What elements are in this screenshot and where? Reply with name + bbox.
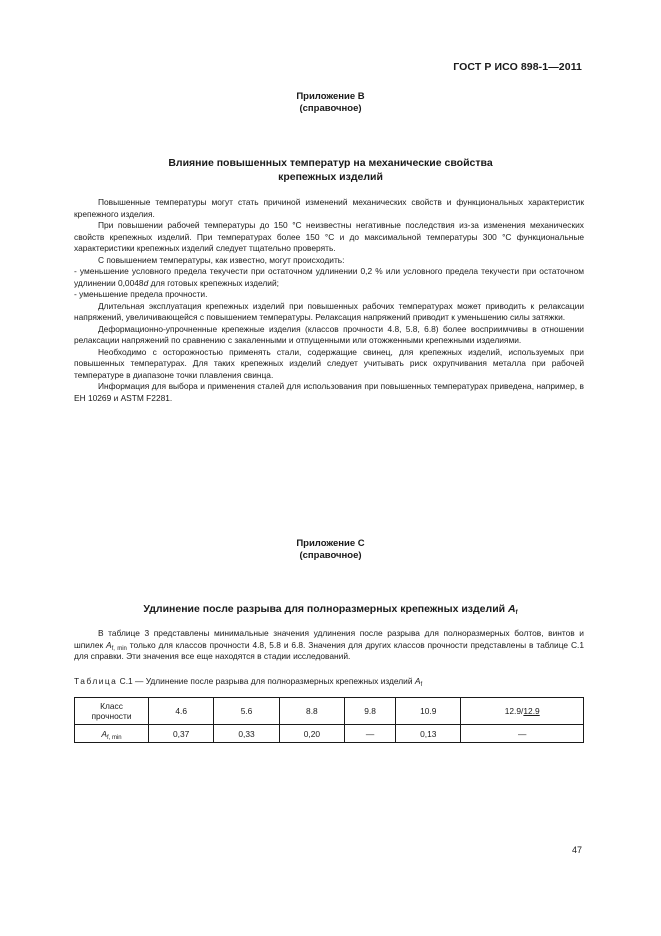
row-header-af [75, 725, 149, 743]
list-item [74, 266, 584, 289]
symbol-a: A [414, 676, 421, 686]
table-row [75, 725, 584, 743]
table-row [75, 698, 584, 725]
paragraph-text: только для классов прочности 4.8, 5.8 и 6.8. Значения для других классов прочности представлены в таблице С.1 для справки. Эти значения все еще находятся в стадии исследований. [74, 639, 585, 661]
paragraph: При повышении рабочей температуры до 150 °С неизвестны негативные последствия из-за изменения механических свойств крепежных изделий. При температурах более 150 °С и до максимальной температуры 300 °С функциональные характеристики крепежных изделий следует тщательно проверять. [74, 220, 584, 253]
annex-b-title-line2: крепежных изделий [278, 171, 383, 183]
paragraph [74, 628, 584, 663]
value-cell: — [461, 725, 584, 743]
symbol-subscript: f, min [111, 645, 127, 652]
paragraph: Необходимо с осторожностью применять стали, содержащие свинец, для крепежных изделий, используемых при повышенных температурах. Для таких крепежных изделий следует учитывать риск охрупчивания металла при рабочей температуре в диапазоне точки плавления свинца. [74, 346, 584, 380]
class-text-underlined: 12.9 [523, 706, 540, 716]
value-cell: — [345, 725, 396, 743]
paragraph: С повышением температуры, как известно, могут происходить: [98, 254, 345, 265]
annex-c-title [0, 602, 661, 616]
class-text: 12.9/ [504, 706, 524, 716]
symbol-subscript: f [515, 610, 518, 616]
value-cell: 0,13 [396, 725, 461, 743]
annex-b-title-line1: Влияние повышенных температур на механические свойства [168, 157, 493, 169]
elongation-table [74, 697, 584, 743]
header-line: Класс [100, 701, 123, 711]
symbol-a: A [508, 603, 516, 615]
list-item: - уменьшение предела прочности. [74, 289, 208, 299]
value-cell: 0,37 [149, 725, 214, 743]
annex-c-title-text: Удлинение после разрыва для полноразмерных крепежных изделий [143, 603, 509, 615]
variable-d: d [143, 277, 149, 288]
class-cell: 4.6 [149, 698, 214, 725]
paragraph: Деформационно-упрочненные крепежные изделия (классов прочности 4.8, 5.8, 6.8) более восприимчивы в отношении релаксации напряжений по сравнению с закаленными и отпущенными или отожженными крепежными изделиями. [74, 323, 584, 345]
page-number: 47 [571, 845, 582, 855]
paragraph: Информация для выбора и применения сталей для использования при повышенных температурах приведена, например, в ЕН 10269 и ASTM F2281. [74, 381, 584, 403]
annex-c-note: (справочное) [299, 550, 362, 561]
symbol-a: A [101, 728, 107, 739]
document-header: ГОСТ Р ИСО 898-1—2011 [453, 61, 582, 73]
class-cell: 10.9 [396, 698, 461, 725]
paragraph: Длительная эксплуатация крепежных изделий при повышенных рабочих температурах может приводить к релаксации напряжений, увеличивающейся с повышением температуры. Релаксация напряжений приводит к уменьшению силы затяжки. [74, 300, 584, 322]
annex-c-label: Приложение С [296, 538, 365, 549]
symbol-subscript: f, min [106, 734, 122, 741]
annex-c-body [74, 628, 584, 663]
symbol-subscript: f [420, 682, 423, 688]
paragraph-text: В таблице 3 представлены минимальные значения удлинения после разрыва для полноразмерных болтов, винтов и шпилек [74, 628, 584, 650]
class-cell: 8.8 [279, 698, 344, 725]
symbol-a: A [106, 639, 112, 650]
row-header-class [75, 698, 149, 725]
value-cell: 0,33 [214, 725, 279, 743]
paragraph: Повышенные температуры могут стать причиной изменений механических свойств и функциональных характеристик крепежного изделия. [74, 197, 584, 219]
annex-b-body [74, 197, 584, 404]
header-line: прочности [91, 711, 132, 721]
table-caption [74, 676, 584, 687]
class-cell: 9.8 [345, 698, 396, 725]
caption-prefix: Таблица [74, 676, 118, 686]
annex-b-label: Приложение В [296, 91, 365, 102]
list-item-text: - уменьшение условного предела текучести при остаточном удлинении 0,2 % или условного предела текучести при остаточном удлинении 0,0048 [74, 266, 584, 288]
class-cell: 5.6 [214, 698, 279, 725]
class-cell [461, 698, 584, 725]
value-cell: 0,20 [279, 725, 344, 743]
caption-text: С.1 — Удлинение после разрыва для полноразмерных крепежных изделий [117, 676, 415, 686]
annex-b-note: (справочное) [299, 103, 362, 114]
list-item-text: для готовых крепежных изделий; [148, 277, 279, 288]
